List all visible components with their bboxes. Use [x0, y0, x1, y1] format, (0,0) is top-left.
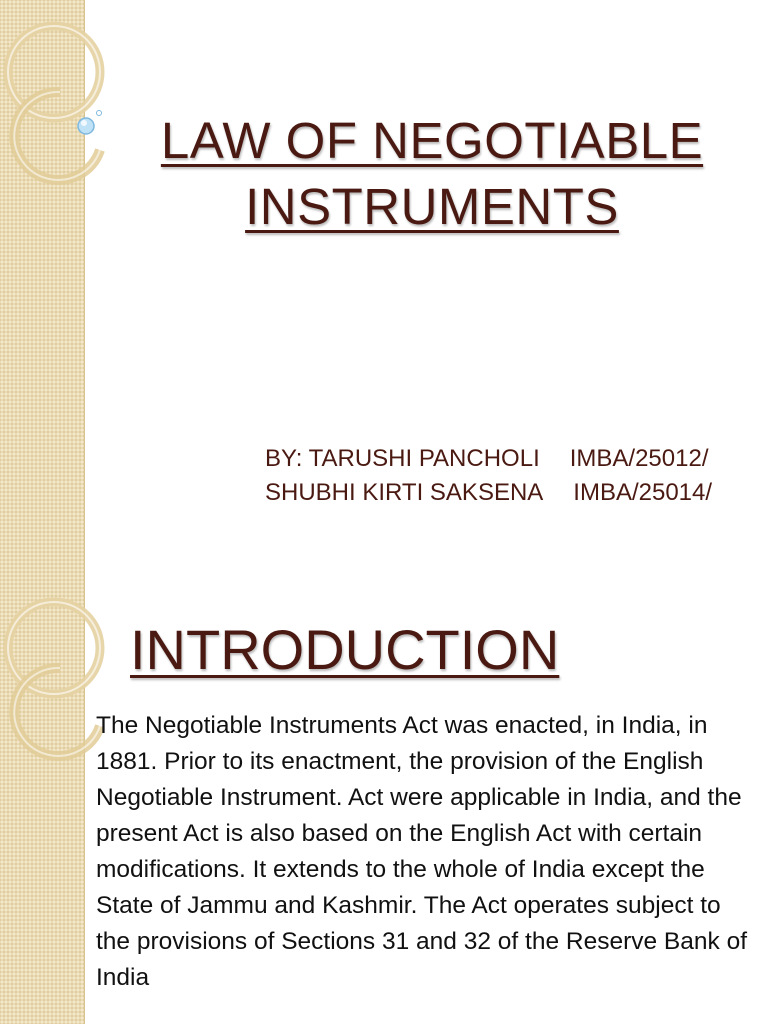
author-list [265, 442, 712, 510]
intro-paragraph: The Negotiable Instruments Act was enacted, in India, in 1881. Prior to its enactment, the provision of the English Negotiable Instrument. Act were applicable in India, and the present Act is also based on the English Act with certain modifications. It extends to the whole of India except the State of Jammu and Kashmir. The Act operates subject to the provisions of Sections 31 and 32 of the Reserve Bank of India [96, 712, 748, 991]
author-row-1 [265, 442, 712, 476]
slide-introduction [0, 576, 768, 1024]
author-roll-number: IMBA/25012/ [569, 445, 709, 472]
author-name: BY: TARUSHI PANCHOLI [265, 445, 540, 472]
title-line-2: INSTRUMENTS [245, 178, 619, 235]
decorative-side-band [0, 576, 85, 1024]
author-name: SHUBHI KIRTI SAKSENA [265, 479, 544, 506]
section-heading: INTRODUCTION [130, 618, 560, 681]
title-line-1: LAW OF NEGOTIABLE [160, 112, 704, 169]
decorative-side-band [0, 0, 85, 576]
author-row-2 [265, 476, 712, 510]
author-roll-number: IMBA/25014/ [573, 479, 713, 506]
slide-title [96, 108, 768, 240]
